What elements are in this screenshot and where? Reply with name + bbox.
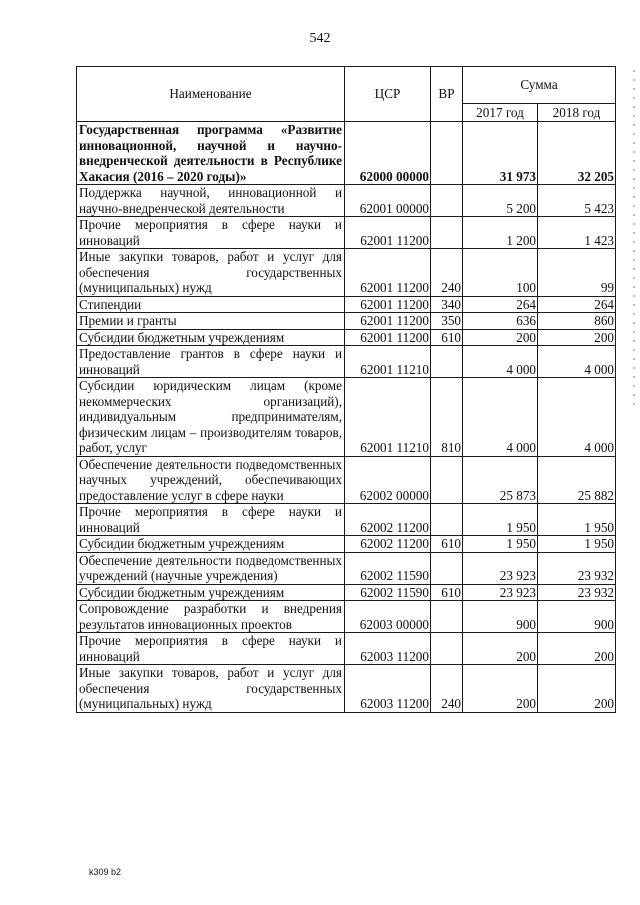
row-vr-cell: [431, 601, 463, 633]
row-name-cell: Стипендии: [77, 296, 345, 313]
row-vr-cell: 240: [431, 665, 463, 713]
row-vr-cell: 610: [431, 584, 463, 601]
row-name-cell: Иные закупки товаров, работ и услуг для обеспечения государственных (муниципальных) нужд: [77, 665, 345, 713]
budget-table: [76, 66, 616, 713]
row-csr-cell: 62001 00000: [345, 185, 431, 217]
row-name-cell: Иные закупки товаров, работ и услуг для обеспечения государственных (муниципальных) нужд: [77, 249, 345, 297]
row-2017-cell: 23 923: [463, 552, 538, 584]
row-vr-cell: [431, 217, 463, 249]
table-row: [77, 633, 616, 665]
row-2017-cell: 636: [463, 313, 538, 330]
row-name-cell: Субсидии бюджетным учреждениям: [77, 536, 345, 553]
footer-code: k309 b2: [89, 867, 122, 877]
header-csr: ЦСР: [345, 67, 431, 122]
row-csr-cell: 62002 11590: [345, 552, 431, 584]
row-name-cell: Предоставление грантов в сфере науки и инноваций: [77, 346, 345, 378]
row-vr-cell: [431, 122, 463, 185]
table-row: [77, 313, 616, 330]
table-row: [77, 329, 616, 346]
table-row: [77, 378, 616, 457]
row-csr-cell: 62000 00000: [345, 122, 431, 185]
row-2018-cell: 860: [538, 313, 616, 330]
row-2018-cell: 264: [538, 296, 616, 313]
row-name-cell: Прочие мероприятия в сфере науки и инноваций: [77, 504, 345, 536]
row-2018-cell: 5 423: [538, 185, 616, 217]
row-2018-cell: 32 205: [538, 122, 616, 185]
table-row: [77, 296, 616, 313]
table-row: [77, 584, 616, 601]
table-row: [77, 665, 616, 713]
row-2018-cell: 1 423: [538, 217, 616, 249]
row-name-cell: Премии и гранты: [77, 313, 345, 330]
row-csr-cell: 62003 00000: [345, 601, 431, 633]
table-row: [77, 217, 616, 249]
table-body: [77, 122, 616, 713]
row-2017-cell: 200: [463, 665, 538, 713]
table-row: [77, 536, 616, 553]
row-name-cell: Обеспечение деятельности подведомственных учреждений (научные учреждения): [77, 552, 345, 584]
row-vr-cell: 340: [431, 296, 463, 313]
row-csr-cell: 62001 11210: [345, 346, 431, 378]
row-name-cell: Сопровождение разработки и внедрения результатов инновационных проектов: [77, 601, 345, 633]
row-2017-cell: 264: [463, 296, 538, 313]
row-name-cell: Государственная программа «Развитие инновационной, научной и научно-внедренческой деятельности в Республике Хакасия (2016 – 2020 годы)»: [77, 122, 345, 185]
page-number: 542: [309, 31, 331, 46]
scan-edge-marks: [633, 70, 635, 410]
row-name-cell: Поддержка научной, инновационной и научно-внедренческой деятельности: [77, 185, 345, 217]
row-vr-cell: 810: [431, 378, 463, 457]
row-vr-cell: 240: [431, 249, 463, 297]
table-row: [77, 504, 616, 536]
row-vr-cell: [431, 504, 463, 536]
row-name-cell: Субсидии бюджетным учреждениям: [77, 584, 345, 601]
row-csr-cell: 62001 11200: [345, 296, 431, 313]
row-vr-cell: [431, 346, 463, 378]
row-name-cell: Обеспечение деятельности подведомственных научных учреждений, обеспечивающих предоставление услуг в сфере науки: [77, 456, 345, 504]
row-2017-cell: 900: [463, 601, 538, 633]
row-vr-cell: [431, 552, 463, 584]
row-name-cell: Прочие мероприятия в сфере науки и инноваций: [77, 633, 345, 665]
table-row: [77, 346, 616, 378]
row-2017-cell: 1 950: [463, 504, 538, 536]
row-2018-cell: 4 000: [538, 378, 616, 457]
row-csr-cell: 62001 11200: [345, 217, 431, 249]
row-2017-cell: 23 923: [463, 584, 538, 601]
row-2017-cell: 4 000: [463, 378, 538, 457]
row-2017-cell: 1 200: [463, 217, 538, 249]
header-year-2017: 2017 год: [463, 104, 538, 122]
table-row: [77, 122, 616, 185]
row-csr-cell: 62002 11200: [345, 504, 431, 536]
row-vr-cell: [431, 185, 463, 217]
row-2018-cell: 200: [538, 633, 616, 665]
row-csr-cell: 62001 11200: [345, 313, 431, 330]
row-2018-cell: 99: [538, 249, 616, 297]
row-csr-cell: 62001 11210: [345, 378, 431, 457]
row-2018-cell: 200: [538, 665, 616, 713]
header-sum: Сумма: [463, 67, 616, 104]
row-csr-cell: 62001 11200: [345, 329, 431, 346]
row-vr-cell: 350: [431, 313, 463, 330]
row-csr-cell: 62001 11200: [345, 249, 431, 297]
row-2017-cell: 25 873: [463, 456, 538, 504]
row-name-cell: Субсидии бюджетным учреждениям: [77, 329, 345, 346]
row-csr-cell: 62002 11590: [345, 584, 431, 601]
row-2017-cell: 200: [463, 633, 538, 665]
table-row: [77, 249, 616, 297]
row-name-cell: Прочие мероприятия в сфере науки и инноваций: [77, 217, 345, 249]
row-2018-cell: 25 882: [538, 456, 616, 504]
table-row: [77, 456, 616, 504]
row-2017-cell: 4 000: [463, 346, 538, 378]
row-2018-cell: 23 932: [538, 584, 616, 601]
header-name: Наименование: [77, 67, 345, 122]
table-row: [77, 552, 616, 584]
row-2017-cell: 31 973: [463, 122, 538, 185]
row-2018-cell: 1 950: [538, 504, 616, 536]
row-2017-cell: 1 950: [463, 536, 538, 553]
row-vr-cell: [431, 633, 463, 665]
row-2018-cell: 900: [538, 601, 616, 633]
row-2018-cell: 4 000: [538, 346, 616, 378]
row-csr-cell: 62002 00000: [345, 456, 431, 504]
row-vr-cell: [431, 456, 463, 504]
row-2017-cell: 200: [463, 329, 538, 346]
row-csr-cell: 62003 11200: [345, 633, 431, 665]
row-2018-cell: 23 932: [538, 552, 616, 584]
table-row: [77, 601, 616, 633]
row-vr-cell: 610: [431, 329, 463, 346]
header-year-2018: 2018 год: [538, 104, 616, 122]
row-csr-cell: 62003 11200: [345, 665, 431, 713]
header-vr: ВР: [431, 67, 463, 122]
row-csr-cell: 62002 11200: [345, 536, 431, 553]
row-2017-cell: 100: [463, 249, 538, 297]
row-2018-cell: 200: [538, 329, 616, 346]
table-row: [77, 185, 616, 217]
row-vr-cell: 610: [431, 536, 463, 553]
row-name-cell: Субсидии юридическим лицам (кроме некоммерческих организаций), индивидуальным предпринимателям, физическим лицам – производителям товаров, работ, услуг: [77, 378, 345, 457]
row-2018-cell: 1 950: [538, 536, 616, 553]
row-2017-cell: 5 200: [463, 185, 538, 217]
